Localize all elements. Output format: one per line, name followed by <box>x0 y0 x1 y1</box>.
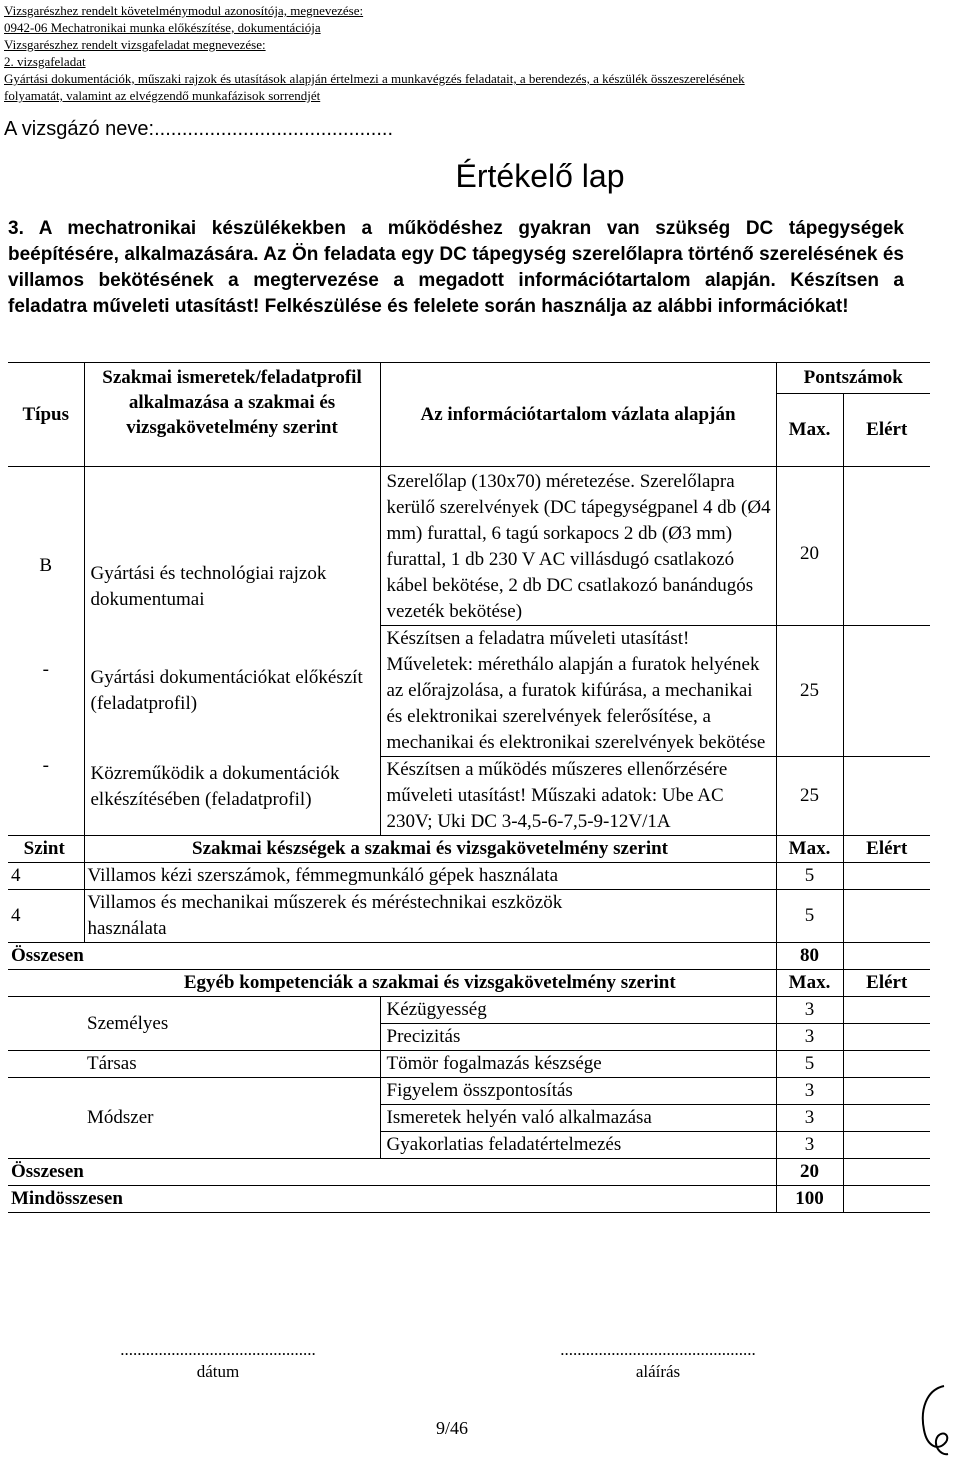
header-line: Vizsgarészhez rendelt vizsgafeladat megnevezése: <box>4 37 266 52</box>
elert-value[interactable] <box>843 626 930 757</box>
grand-total-label: Mindösszesen <box>8 1186 776 1213</box>
profil-item: Gyártási dokumentációkat előkészít (feladatprofil) <box>90 667 363 714</box>
tipus-item: - <box>42 755 49 776</box>
competence-max: 3 <box>776 1078 843 1105</box>
header-line: 0942-06 Mechatronikai munka előkészítése, dokumentációja <box>4 20 321 35</box>
page-number: 9/46 <box>435 1418 468 1438</box>
skill-elert[interactable] <box>843 890 930 943</box>
header-tipus: Típus <box>8 363 84 467</box>
tipus-item: B <box>39 555 53 576</box>
competences-total-value: 20 <box>776 1159 843 1186</box>
sign-dots: .............................................. <box>560 1340 756 1359</box>
header-pontszamok: Pontszámok <box>776 363 930 394</box>
tipus-cell <box>8 467 84 836</box>
competences-header-title: Egyéb kompetenciák a szakmai és vizsgakövetelmény szerint <box>84 970 776 997</box>
competence-item: Kézügyesség <box>380 997 776 1024</box>
info-row: Készítsen a működés műszeres ellenőrzésére műveleti utasítást! Műszaki adatok: Ube AC 230V; Uki DC 3-4,5-6-7,5-9-12V/1A <box>380 757 776 836</box>
competence-item: Figyelem összpontosítás <box>380 1078 776 1105</box>
competences-total-label: Összesen <box>8 1159 776 1186</box>
competence-elert[interactable] <box>843 1132 930 1159</box>
skills-header-elert: Elért <box>843 836 930 863</box>
competence-max: 3 <box>776 997 843 1024</box>
candidate-name-label: A vizsgázó neve:........................................... <box>4 118 394 140</box>
skill-level: 4 <box>8 890 84 943</box>
tipus-item: - <box>42 659 49 680</box>
header-info: Az információtartalom vázlata alapján <box>380 363 776 467</box>
skills-total-elert[interactable] <box>843 943 930 970</box>
skill-text: Villamos kézi szerszámok, fémmegmunkáló gépek használata <box>84 863 776 890</box>
competence-max: 3 <box>776 1024 843 1051</box>
skills-total-value: 80 <box>776 943 843 970</box>
header-elert: Elért <box>843 394 930 467</box>
competences-header-elert: Elért <box>843 970 930 997</box>
info-row: Készítsen a feladatra műveleti utasítást! Műveletek: mérethálo alapján a furatok helyének az előrajzolása, a furatok kifúrása, a mechanikai és elektronikai szerelvények felerősítése, a mechanikai és elektronikai szerelvények bekötése <box>380 626 776 757</box>
header-line: Vizsgarészhez rendelt követelménymodul azonosítója, megnevezése: <box>4 3 364 18</box>
skill-text: Villamos és mechanikai műszerek és méréstechnikai eszközök használata <box>84 890 776 943</box>
header-szakmai: Szakmai ismeretek/feladatprofil alkalmazása a szakmai és vizsgakövetelmény szerint <box>84 363 380 467</box>
page-header <box>4 2 956 104</box>
competence-group-name: Személyes <box>84 997 380 1051</box>
skill-elert[interactable] <box>843 863 930 890</box>
task-description: 3. A mechatronikai készülékekben a működéshez gyakran van szükség DC tápegységek beépítésére, alkalmazására. Az Ön feladata egy DC tápegység szerelőlapra történő szerelésének és villamos bekötésének a megtervezése a megadott információtartalom alapján. Készítsen a feladatra műveleti utasítást! Felkészülése és felelete során használja az alábbi információkat! <box>8 218 904 317</box>
competence-group-name: Módszer <box>84 1078 380 1159</box>
competence-item: Tömör fogalmazás készsége <box>380 1051 776 1078</box>
competence-max: 5 <box>776 1051 843 1078</box>
date-dots: .............................................. <box>120 1340 316 1359</box>
max-value: 25 <box>776 626 843 757</box>
skills-total-label: Összesen <box>8 943 776 970</box>
competence-group-name: Társas <box>84 1051 380 1078</box>
profil-item: Gyártási és technológiai rajzok dokumentumai <box>90 563 327 610</box>
competence-item: Ismeretek helyén való alkalmazása <box>380 1105 776 1132</box>
evaluation-table <box>8 362 930 1213</box>
sign-label: aláírás <box>635 1362 681 1381</box>
competence-item: Gyakorlatias feladatértelmezés <box>380 1132 776 1159</box>
competences-header-max: Max. <box>776 970 843 997</box>
skill-max: 5 <box>776 890 843 943</box>
sign-signature-block <box>518 1340 798 1382</box>
skill-level: 4 <box>8 863 84 890</box>
profil-cell <box>84 467 380 836</box>
grand-total-elert[interactable] <box>843 1186 930 1213</box>
header-line: 2. vizsgafeladat <box>4 54 86 69</box>
header-line: folyamatát, valamint az elvégzendő munkafázisok sorrendjét <box>4 88 321 103</box>
header-line: Gyártási dokumentációk, műszaki rajzok és utasítások alapján értelmezi a munkavégzés feladatait, a berendezés, a készülék összeszerelésének <box>4 71 745 86</box>
skills-header-title: Szakmai készségek a szakmai és vizsgakövetelmény szerint <box>84 836 776 863</box>
competence-elert[interactable] <box>843 997 930 1024</box>
page-title: Értékelő lap <box>455 158 625 194</box>
date-signature-block <box>78 1340 358 1382</box>
max-value: 25 <box>776 757 843 836</box>
competence-max: 3 <box>776 1105 843 1132</box>
skill-max: 5 <box>776 863 843 890</box>
competence-elert[interactable] <box>843 1024 930 1051</box>
competence-max: 3 <box>776 1132 843 1159</box>
elert-value[interactable] <box>843 757 930 836</box>
grand-total-value: 100 <box>776 1186 843 1213</box>
skills-header-max: Max. <box>776 836 843 863</box>
competence-elert[interactable] <box>843 1078 930 1105</box>
competence-elert[interactable] <box>843 1105 930 1132</box>
elert-value[interactable] <box>843 467 930 626</box>
header-max: Max. <box>776 394 843 467</box>
info-row: Szerelőlap (130x70) méretezése. Szerelőlapra kerülő szerelvények (DC tápegységpanel 4 db (Ø4 mm) furattal, 6 tagú sorkapocs 2 db (Ø3 mm) furattal, 1 db 230 V AC villásdugó csatlakozó kábel bekötése, 2 db DC csatlakozó banándugós vezeték bekötése) <box>380 467 776 626</box>
max-value: 20 <box>776 467 843 626</box>
competence-item: Precizitás <box>380 1024 776 1051</box>
skills-header-szint: Szint <box>8 836 84 863</box>
competences-total-elert[interactable] <box>843 1159 930 1186</box>
profil-item: Közreműködik a dokumentációk elkészítésében (feladatprofil) <box>90 763 340 810</box>
date-label: dátum <box>196 1362 240 1381</box>
competence-elert[interactable] <box>843 1051 930 1078</box>
handwritten-mark-icon <box>914 1380 954 1460</box>
